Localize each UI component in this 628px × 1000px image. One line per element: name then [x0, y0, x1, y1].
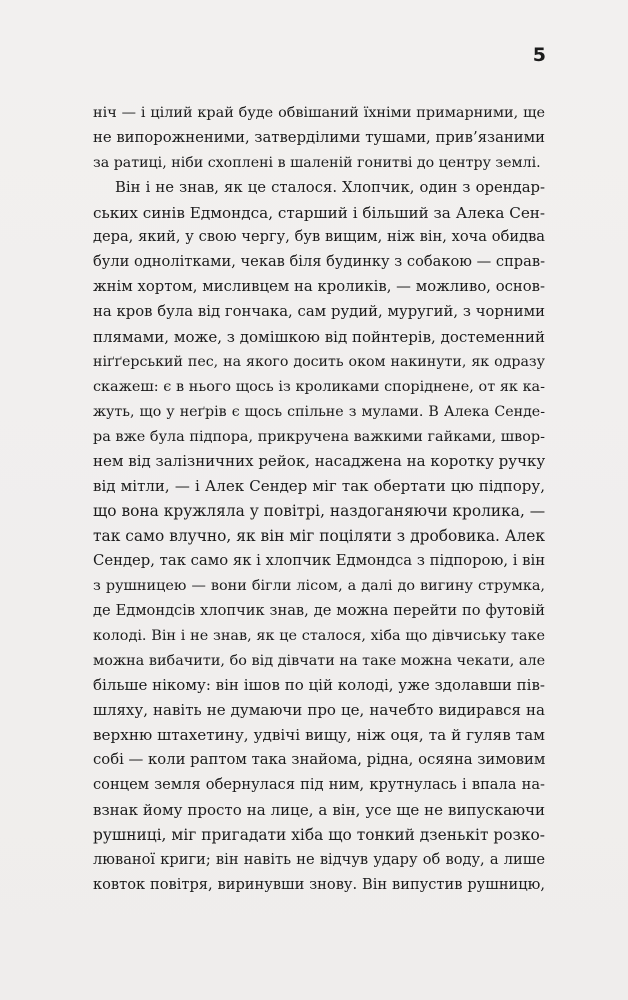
text-line: шляху, навіть не думаючи про це, начебто видирався на [93, 701, 545, 720]
text-line: були однолітками, чекав біля будинку з собакою — справ- [93, 253, 545, 271]
text-line: верхню штахетину, удвічі вищу, ніж оця, та й гуляв там [93, 726, 545, 745]
text-line: де Едмондсів хлопчик знав, де можна перейти по футовій [93, 601, 545, 619]
text-line: від мітли, — і Алек Сендер міг так обертати цю підпору, [93, 477, 545, 496]
text-line: ковток повітря, виринувши знову. Він випустив рушницю, [93, 875, 545, 893]
text-line: рушниці, міг пригадати хіба що тонкий дзенькіт розко- [93, 825, 545, 844]
text-line: ніч — і цілий край буде обвішаний їхніми примарними, ще [93, 105, 545, 121]
text-line: з рушницею — вони бігли лісом, а далі до вигину струмка, [93, 577, 545, 594]
text-line: плямами, може, з домішкою від пойнтерів, достеменний [93, 328, 545, 347]
text-line: більше нікому: він ішов по цій колоді, уже здолавши пів- [93, 676, 545, 695]
text-line: люваної криги; він навіть не відчув удару об воду, а лише [93, 850, 545, 868]
text-line: жнім хортом, мисливцем на кроликів, — можливо, основ- [93, 278, 545, 296]
page-number: 5 [532, 44, 546, 66]
text-line: на кров була від гончака, сам рудий, муругий, з чорними [93, 303, 545, 321]
text-line: жуть, що у неґрів є щось спільне з мулами. В Алека Сенде- [93, 403, 545, 420]
text-line: що вона кружляла у повітрі, наздоганяючи кролика, — [93, 502, 546, 521]
text-line: можна вибачити, бо від дівчати на таке можна чекати, але [93, 652, 546, 669]
text-line: взнак йому просто на лице, а він, усе ще не випускаючи [93, 800, 545, 819]
text-line: ніґґерський пес, на якого досить оком накинути, як одразу [93, 353, 545, 370]
text-line: нем від залізничних рейок, насаджена на коротку ручку [93, 452, 546, 471]
body-text [93, 101, 545, 898]
text-line: скажеш: є в нього щось із кроликами споріднене, от як ка- [93, 378, 545, 395]
text-line: Він і не знав, як це сталося. Хлопчик, один з орендар- [115, 178, 545, 196]
text-line: так само влучно, як він міг поціляти з дробовика. Алек [93, 527, 545, 546]
text-line: собі — коли раптом така знайома, рідна, осяяна зимовим [93, 751, 546, 769]
text-line: ра вже була підпора, прикручена важкими гайками, швор- [93, 428, 545, 445]
text-line: за ратиці, ніби схоплені в шаленій гонитві до центру землі. [93, 154, 541, 171]
text-line: сонцем земля обернулася під ним, крутнулась і впала на- [93, 776, 545, 794]
text-line: ських синів Едмондса, старший і більший за Алека Сен- [93, 203, 546, 222]
text-line: колоді. Він і не знав, як це сталося, хіба що дівчиську таке [93, 627, 545, 644]
text-line: не випорожненими, затверділими тушами, прив’язаними [93, 128, 546, 146]
text-line: Сендер, так само як і хлопчик Едмондса з підпорою, і він [93, 552, 546, 570]
text-line: дера, який, у свою чергу, був вищим, ніж він, хоча обидва [93, 228, 545, 246]
